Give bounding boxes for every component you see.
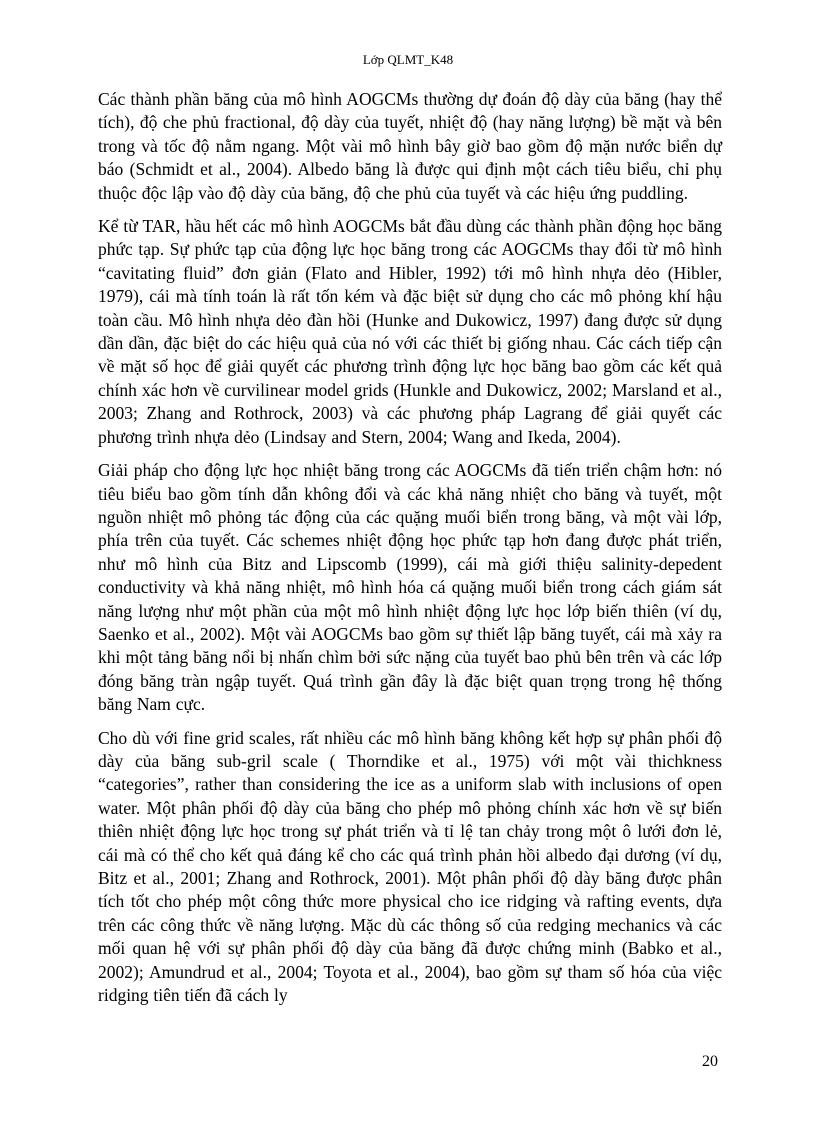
paragraph-4: Cho dù với fine grid scales, rất nhiều các mô hình băng không kết hợp sự phân phối độ dày của băng sub-gril scale ( Thorndike et al., 1975) với một vài thichkness “categories”, rather than considering the ice as a uniform slab with inclusions of open water. Một phân phối độ dày của băng cho phép mô phỏng chính xác hơn về sự biến thiên nhiệt động lực học trong sự phát triển và tỉ lệ tan chảy trong một ô lưới đơn lẻ, cái mà có thể cho kết quả đáng kể cho các quá trình phản hồi albedo đại dương (ví dụ, Bitz et al., 2001; Zhang and Rothrock, 2001). Một phân phối độ dày băng được phân tích tốt cho phép một công thức more physical cho ice ridging và rafting events, dựa trên các công thức về năng lượng. Mặc dù các thông số của redging mechanics và các mối quan hệ với sự phân phối độ dày của băng đã được chứng minh (Babko et al., 2002); Amundrud et al., 2004; Toyota et al., 2004), bao gồm sự tham số hóa của việc ridging tiên tiến đã cách ly [98, 727, 722, 1006]
body-text [98, 88, 722, 1017]
page-number: 20 [702, 1053, 718, 1070]
paragraph-1: Các thành phần băng của mô hình AOGCMs thường dự đoán độ dày của băng (hay thể tích), độ che phủ fractional, độ dày của tuyết, nhiệt độ (hay năng lượng) bề mặt và bên trong và tốc độ nằm ngang. Một vài mô hình bây giờ bao gồm độ mặn nước biển dự báo (Schmidt et al., 2004). Albedo băng là được qui định một cách tiêu biểu, chỉ phụ thuộc độc lập vào độ dày của băng, độ che phủ của tuyết và các hiệu ứng puddling. [98, 89, 722, 203]
paragraph-3: Giải pháp cho động lực học nhiệt băng trong các AOGCMs đã tiến triển chậm hơn: nó tiêu biểu bao gồm tính dẫn không đổi và các khả năng nhiệt cho băng và tuyết, một nguồn nhiệt mô phỏng tác động của các quặng muối biển trong băng, và một vài lớp, phía trên của tuyết. Các schemes nhiệt động học phức tạp hơn đang được phát triển, như mô hình của Bitz and Lipscomb (1999), cái mà giới thiệu salinity-depedent conductivity và khả năng nhiệt, mô hình hóa cá quặng muối biển trong cách giám sát năng lượng như một phần của một mô hình nhiệt động lực học lớp biến thiên (ví dụ, Saenko et al., 2002). Một vài AOGCMs bao gồm sự thiết lập băng tuyết, cái mà xảy ra khi một tảng băng nổi bị nhấn chìm bởi sức nặng của tuyết bao phủ bên trên và các lớp đóng băng tràn ngập tuyết. Quá trình gần đây là đặc biệt quan trọng trong hệ thống băng Nam cực. [98, 460, 722, 715]
page-header: Lớp QLMT_K48 [362, 52, 454, 67]
paragraph-2: Kể từ TAR, hầu hết các mô hình AOGCMs bắt đầu dùng các thành phần động học băng phức tạp. Sự phức tạp của động lực học băng trong các AOGCMs thay đổi từ mô hình “cavitating fluid” đơn giản (Flato and Hibler, 1992) tới mô hình nhựa dẻo (Hibler, 1979), cái mà tính toán là rất tốn kém và đặc biệt sử dụng cho các mô phỏng khí hậu toàn cầu. Mô hình nhựa dẻo đàn hồi (Hunke and Dukowicz, 1997) đang được sử dụng dần dần, đặc biệt do các hiệu quả của nó với các thiết bị giống nhau. Các cách tiếp cận về mặt số học để giải quyết các phương trình động lực học băng bao gồm các kết quả chính xác hơn về curvilinear model grids (Hunkle and Dukowicz, 2002; Marsland et al., 2003; Zhang and Rothrock, 2003) và các phương pháp Lagrang để giải quyết các phương trình nhựa dẻo (Lindsay and Stern, 2004; Wang and Ikeda, 2004). [98, 216, 722, 447]
